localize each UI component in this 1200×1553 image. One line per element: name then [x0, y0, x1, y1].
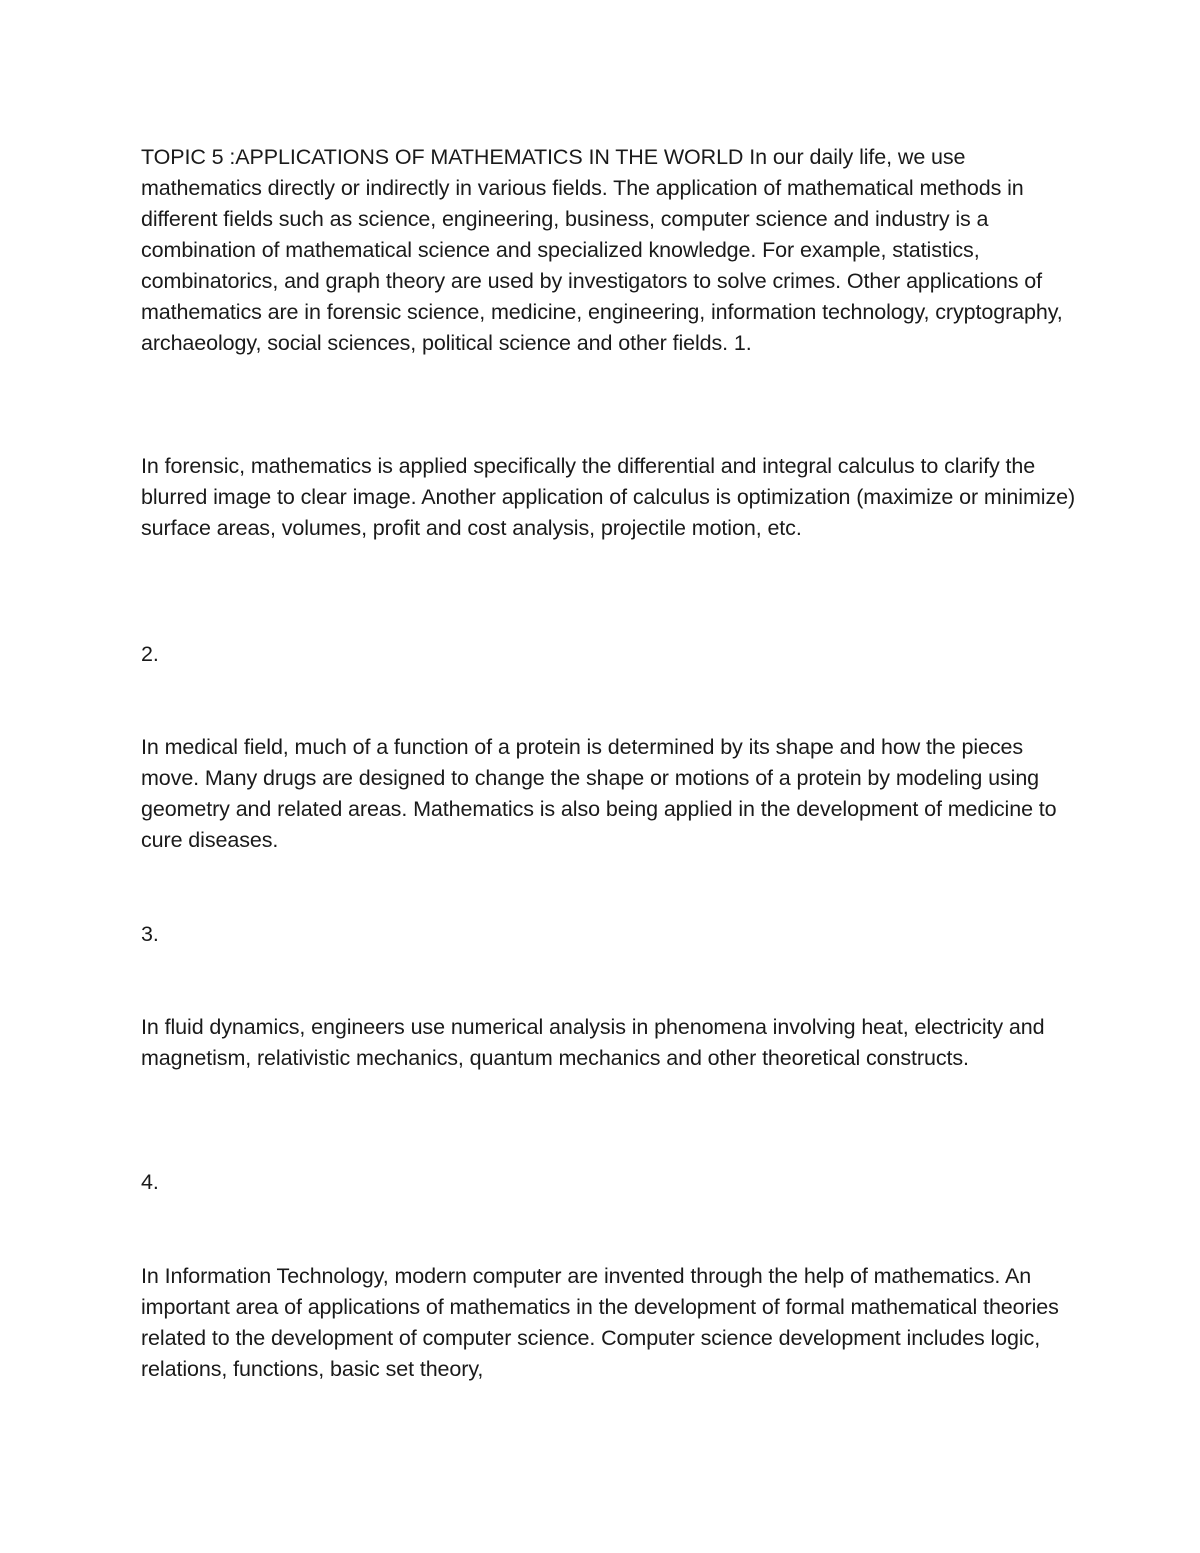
forensic-paragraph: In forensic, mathematics is applied specifically the differential and integral calculus to clarify the blurred image to clear image. Another application of calculus is optimization (maximize or minimize) surface areas, volumes, profit and cost analysis, projectile motion, etc.: [141, 454, 1076, 540]
list-number-4: 4.: [141, 1170, 159, 1194]
information-technology-paragraph: In Information Technology, modern computer are invented through the help of mathematics. An important area of applications of mathematics in the development of formal mathematical theories related to the development of computer science. Computer science development includes logic, relations, functions, basic set theory,: [141, 1264, 1059, 1381]
list-number-2: 2.: [141, 642, 159, 666]
medical-paragraph: In medical field, much of a function of a protein is determined by its shape and how the pieces move. Many drugs are designed to change the shape or motions of a protein by modeling using geometry and related areas. Mathematics is also being applied in the development of medicine to cure diseases.: [141, 735, 1057, 852]
intro-paragraph: TOPIC 5 :APPLICATIONS OF MATHEMATICS IN THE WORLD In our daily life, we use mathematics directly or indirectly in various fields. The application of mathematical methods in different fields such as science, engineering, business, computer science and industry is a combination of mathematical science and specialized knowledge. For example, statistics, combinatorics, and graph theory are used by investigators to solve crimes. Other applications of mathematics are in forensic science, medicine, engineering, information technology, cryptography, archaeology, social sciences, political science and other fields. 1.: [141, 145, 1063, 355]
fluid-dynamics-paragraph: In fluid dynamics, engineers use numerical analysis in phenomena involving heat, electricity and magnetism, relativistic mechanics, quantum mechanics and other theoretical constructs.: [141, 1015, 1045, 1070]
list-number-3: 3.: [141, 922, 159, 946]
